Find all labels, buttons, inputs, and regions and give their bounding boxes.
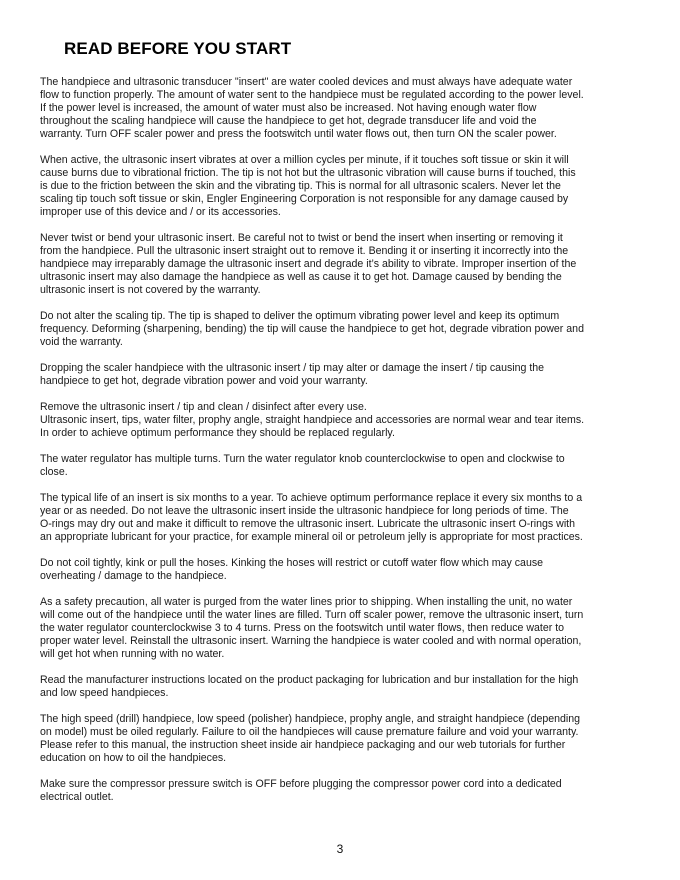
- paragraph-line: is due to the friction between the skin and the vibrating tip. This is normal for all ultrasonic scalers. Never let the: [40, 180, 561, 192]
- paragraph: [40, 557, 642, 583]
- paragraph-line: overheating / damage to the handpiece.: [40, 570, 227, 582]
- paragraph: [40, 401, 642, 440]
- paragraph-line: Make sure the compressor pressure switch is OFF before plugging the compressor power cord into a dedicated: [40, 778, 562, 790]
- paragraph-line: cause burns due to vibrational friction. The tip is not hot but the ultrasonic vibration will cause burns if touched, this: [40, 167, 576, 179]
- paragraph-line: improper use of this device and / or its accessories.: [40, 206, 281, 218]
- paragraph-line: an appropriate lubricant for your practice, for example mineral oil or petroleum jelly is appropriate for most practices.: [40, 531, 583, 543]
- paragraph-line: year or as needed. Do not leave the ultrasonic insert inside the ultrasonic handpiece for long periods of time. The: [40, 505, 569, 517]
- paragraph-line: education on how to oil the handpieces.: [40, 752, 227, 764]
- paragraph-line: from the handpiece. Pull the ultrasonic insert straight out to remove it. Bending it or inserting it incorrectly into the: [40, 245, 569, 257]
- paragraph-line: O-rings may dry out and make it difficult to remove the ultrasonic insert. Lubricate the ultrasonic insert O-rings with: [40, 518, 576, 530]
- paragraph-line: Please refer to this manual, the instruction sheet inside air handpiece packaging and our web tutorials for further: [40, 739, 566, 751]
- paragraph: [40, 453, 642, 479]
- paragraph-line: Ultrasonic insert, tips, water filter, prophy angle, straight handpiece and accessories are normal wear and tear items.: [40, 414, 585, 426]
- paragraph-line: The water regulator has multiple turns. Turn the water regulator knob counterclockwise to open and clockwise to: [40, 453, 565, 465]
- paragraph: [40, 778, 642, 804]
- paragraph-line: handpiece may irreparably damage the ultrasonic insert and degrade it’s ability to vibrate. Improper insertion of the: [40, 258, 577, 270]
- page-title: READ BEFORE YOU START: [64, 39, 292, 58]
- paragraph-line: The typical life of an insert is six months to a year. To achieve optimum performance replace it every six months to a: [40, 492, 583, 504]
- paragraph-line: will get hot when running with no water.: [40, 648, 225, 660]
- body-text: [40, 76, 642, 817]
- paragraph-line: Never twist or bend your ultrasonic insert. Be careful not to twist or bend the insert when inserting or removing it: [40, 232, 563, 244]
- paragraph: [40, 713, 642, 765]
- paragraph-line: and low speed handpieces.: [40, 687, 169, 699]
- paragraph-line: Dropping the scaler handpiece with the ultrasonic insert / tip may alter or damage the insert / tip causing the: [40, 362, 545, 374]
- paragraph-line: When active, the ultrasonic insert vibrates at over a million cycles per minute, if it touches soft tissue or skin it will: [40, 154, 569, 166]
- paragraph-line: will come out of the handpiece until the water lines are filled. Turn off scaler power, remove the ultrasonic insert, turn: [40, 609, 584, 621]
- paragraph-line: void the warranty.: [40, 336, 123, 348]
- paragraph-line: warranty. Turn OFF scaler power and press the footswitch until water flows out, then turn ON the scaler power.: [40, 128, 557, 140]
- paragraph: [40, 76, 642, 141]
- paragraph: [40, 596, 642, 661]
- paragraph-line: close.: [40, 466, 68, 478]
- paragraph-line: frequency. Deforming (sharpening, bending) the tip will cause the handpiece to get hot, degrade vibration power and: [40, 323, 584, 335]
- paragraph: [40, 232, 642, 297]
- paragraph-line: The handpiece and ultrasonic transducer "insert" are water cooled devices and must always have adequate water: [40, 76, 573, 88]
- paragraph-line: As a safety precaution, all water is purged from the water lines prior to shipping. When installing the unit, no water: [40, 596, 573, 608]
- paragraph-line: electrical outlet.: [40, 791, 114, 803]
- paragraph-line: ultrasonic insert may also damage the handpiece as well as cause it to get hot. Damage caused by bending the: [40, 271, 562, 283]
- paragraph: [40, 154, 642, 219]
- paragraph-line: The high speed (drill) handpiece, low speed (polisher) handpiece, prophy angle, and straight handpiece (depending: [40, 713, 581, 725]
- paragraph-line: flow to function properly. The amount of water sent to the handpiece must be regulated according to the power level.: [40, 89, 584, 101]
- paragraph-line: scaling tip touch soft tissue or skin, Engler Engineering Corporation is not responsible for any damage caused by: [40, 193, 569, 205]
- paragraph-line: Do not alter the scaling tip. The tip is shaped to deliver the optimum vibrating power level and keep its optimum: [40, 310, 560, 322]
- paragraph: [40, 674, 642, 700]
- paragraph-line: Read the manufacturer instructions located on the product packaging for lubrication and bur installation for the high: [40, 674, 579, 686]
- page-number: 3: [336, 842, 344, 856]
- paragraph-line: throughout the scaling handpiece will cause the handpiece to get hot, degrade transducer life and void the: [40, 115, 537, 127]
- paragraph: [40, 362, 642, 388]
- paragraph-line: If the power level is increased, the amount of water must also be increased. Not having enough water flow: [40, 102, 537, 114]
- paragraph-line: ultrasonic insert is not covered by the warranty.: [40, 284, 261, 296]
- paragraph-line: handpiece to get hot, degrade vibration power and void your warranty.: [40, 375, 368, 387]
- paragraph-line: In order to achieve optimum performance they should be replaced regularly.: [40, 427, 395, 439]
- paragraph: [40, 492, 642, 544]
- paragraph-line: proper water level. Reinstall the ultrasonic insert. Warning the handpiece is water cooled and with normal operation,: [40, 635, 582, 647]
- paragraph-line: Remove the ultrasonic insert / tip and clean / disinfect after every use.: [40, 401, 367, 413]
- paragraph: [40, 310, 642, 349]
- paragraph-line: the water regulator counterclockwise 3 to 4 turns. Press on the footswitch until water flows, then reduce water to: [40, 622, 565, 634]
- paragraph-line: Do not coil tightly, kink or pull the hoses. Kinking the hoses will restrict or cutoff water flow which may cause: [40, 557, 544, 569]
- paragraph-line: on model) must be oiled regularly. Failure to oil the handpieces will cause premature failure and void your warranty.: [40, 726, 579, 738]
